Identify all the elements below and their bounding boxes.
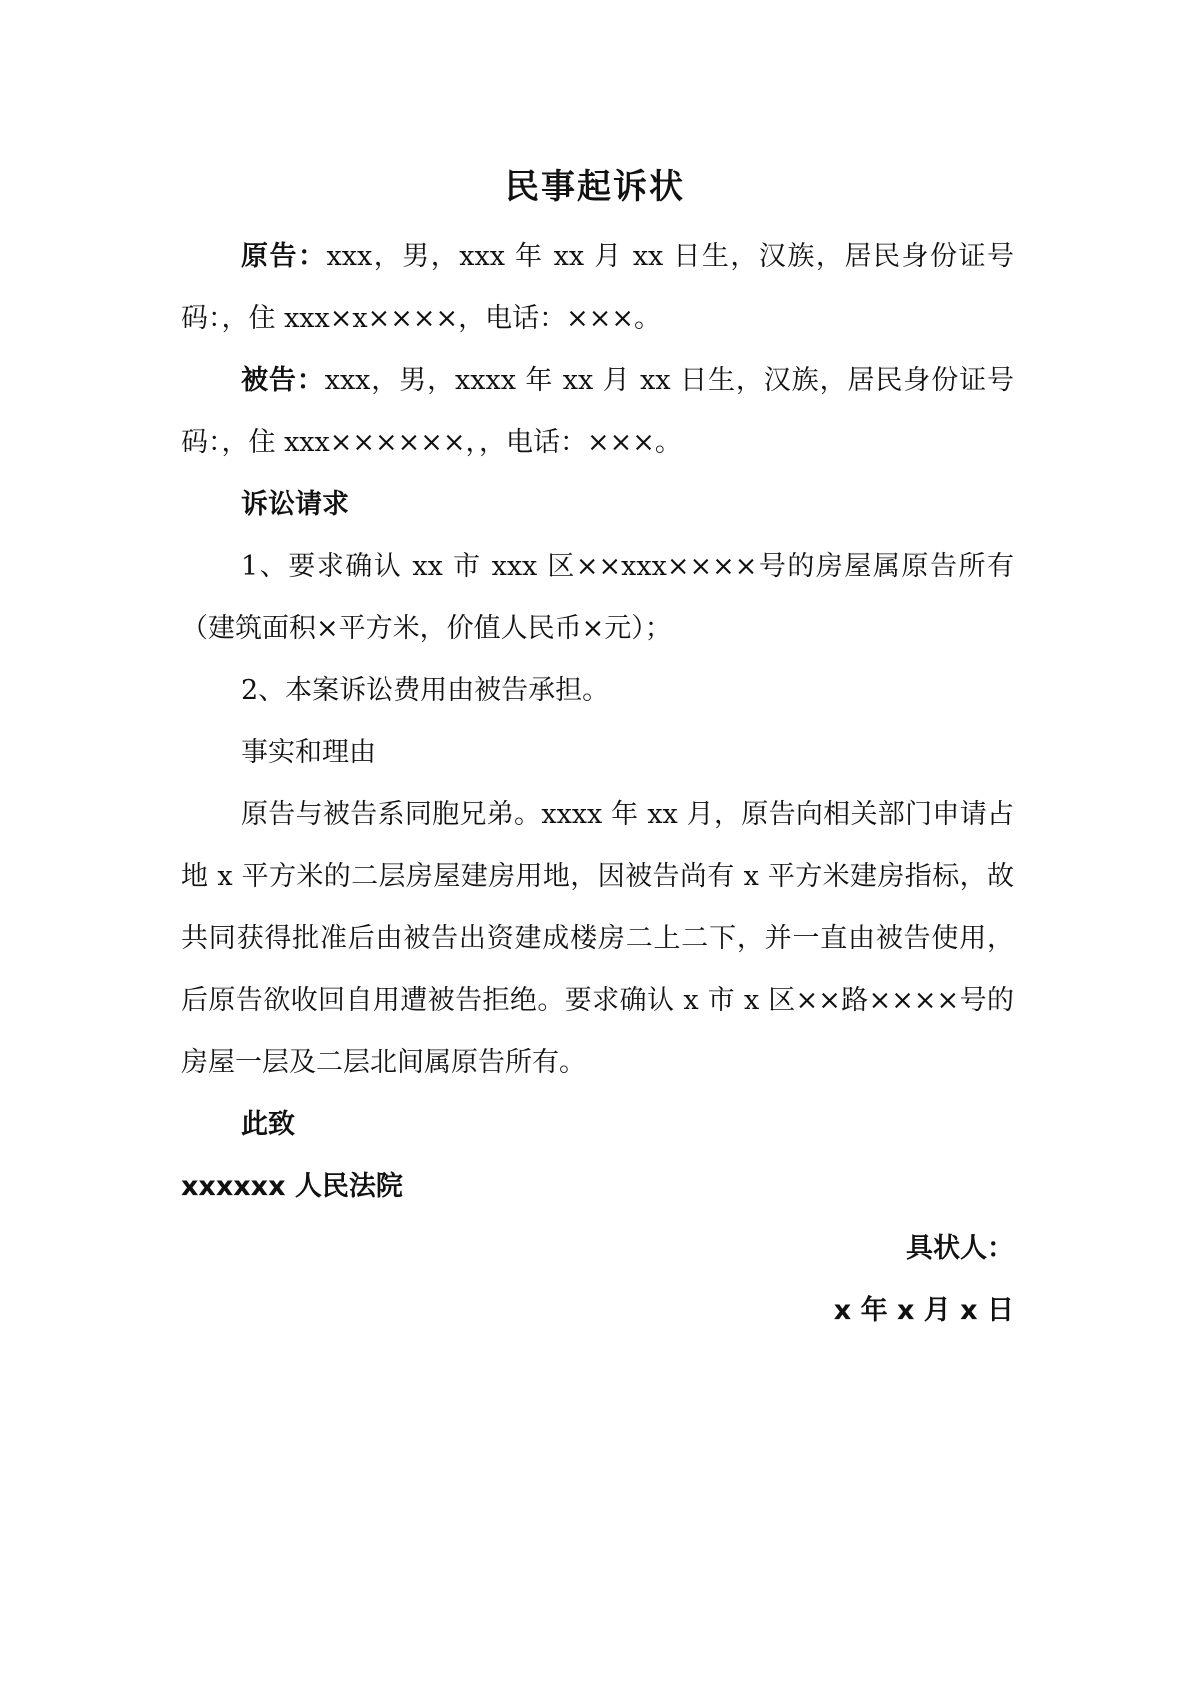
court-name: xxxxxx 人民法院: [181, 1171, 403, 1202]
claim-item-2: 2、本案诉讼费用由被告承担。: [241, 675, 610, 706]
defendant-label: 被告：: [241, 365, 325, 396]
plaintiff-label: 原告：: [241, 241, 327, 272]
document-body: [181, 226, 1014, 1342]
claim-item-1: 1、要求确认 xx 市 xxx 区××xxx××××号的房屋属原告所有（建筑面积×平方米，价值人民币×元）；: [181, 551, 1014, 644]
closing-salutation: 此致: [241, 1109, 295, 1140]
document-title: 民事起诉状: [505, 167, 685, 207]
claims-heading: 诉讼请求: [241, 489, 349, 520]
defendant-paragraph: [181, 350, 1014, 474]
signer-label: 具状人：: [906, 1233, 1014, 1264]
document-date: x 年 x 月 x 日: [833, 1295, 1014, 1326]
defendant-text: xxx，男，xxxx 年 xx 月 xx 日生，汉族，居民身份证号码：，住 xxx××××××，，电话：×××。: [181, 365, 1014, 458]
facts-heading: 事实和理由: [241, 737, 376, 768]
facts-paragraph: 原告与被告系同胞兄弟。xxxx 年 xx 月，原告向相关部门申请占地 x 平方米的二层房屋建房用地，因被告尚有 x 平方米建房指标，故共同获得批准后由被告出资建成楼房二上二下，并一直由被告使用，后原告欲收回自用遭被告拒绝。要求确认 x 市 x 区××路××××号的房屋一层及二层北间属原告所有。: [181, 799, 1014, 1078]
plaintiff-paragraph: [181, 226, 1014, 350]
plaintiff-text: xxx，男，xxx 年 xx 月 xx 日生，汉族，居民身份证号码：，住 xxx×x××××，电话：×××。: [181, 241, 1015, 334]
